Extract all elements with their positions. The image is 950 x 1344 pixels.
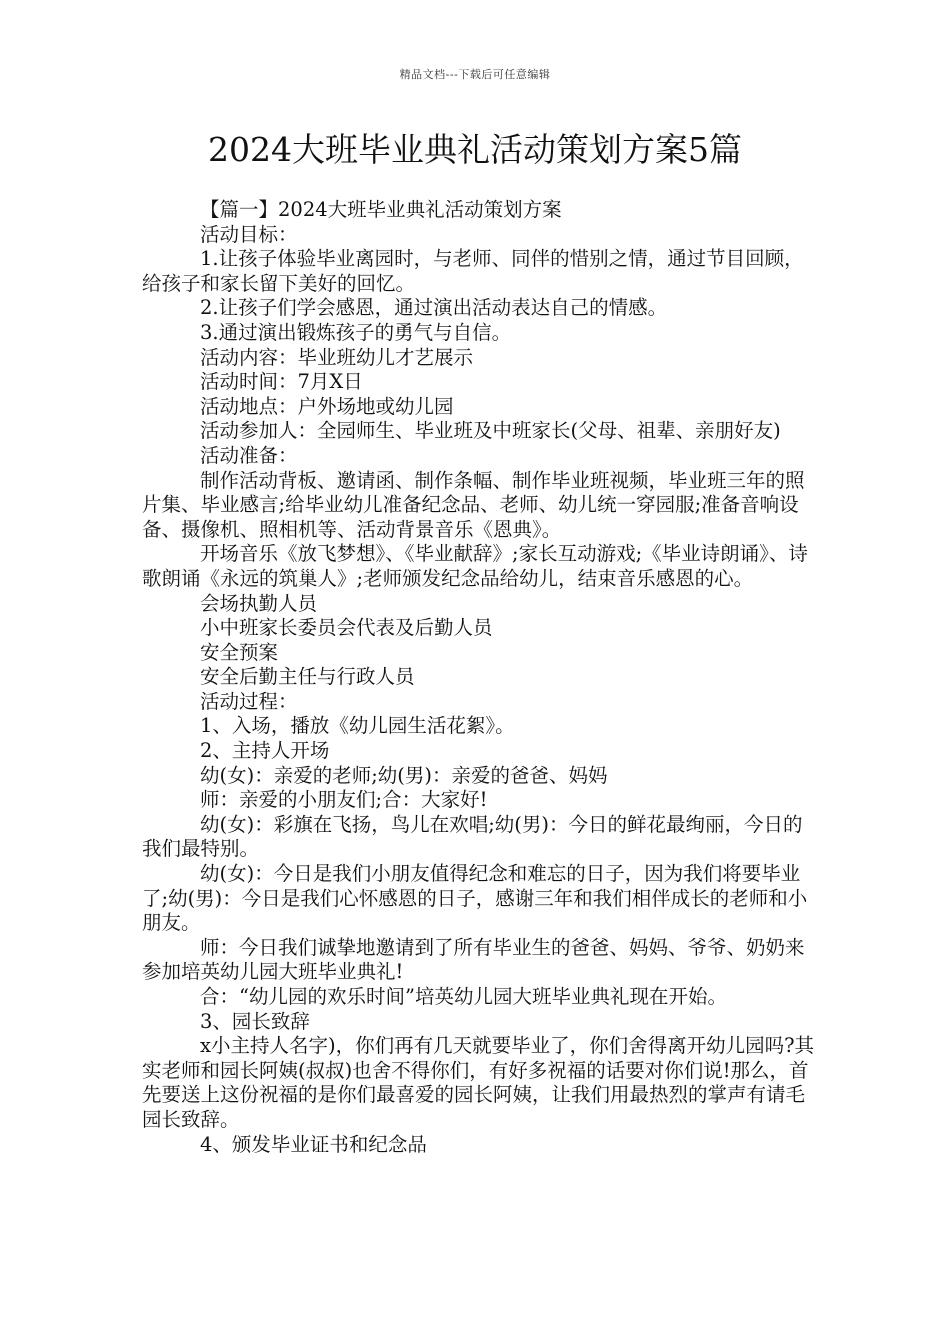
paragraph: 幼(女)：今日是我们小朋友值得纪念和难忘的日子，因为我们将要毕业了;幼(男)：今日是我们心怀感恩的日子，感谢三年和我们相伴成长的老师和小朋友。 [142,862,808,935]
page-header-note: 精品文档---下载后可任意编辑 [399,68,551,81]
paragraph: 3.通过演出锻炼孩子的勇气与自信。 [200,320,512,344]
paragraph: 会场执勤人员 [200,591,318,615]
paragraph: 活动内容：毕业班幼儿才艺展示 [200,345,474,369]
paragraph: 幼(女)：亲爱的老师;幼(男)：亲爱的爸爸、妈妈 [200,763,608,787]
paragraph: 师：亲爱的小朋友们;合：大家好! [200,788,488,812]
paragraph: 小中班家长委员会代表及后勤人员 [200,616,493,640]
paragraph: 3、园长致辞 [200,1009,310,1033]
paragraph: 2.让孩子们学会感恩，通过演出活动表达自己的情感。 [200,296,668,320]
paragraph: 活动过程： [200,689,298,713]
paragraph: 开场音乐《放飞梦想》、《毕业献辞》;家长互动游戏;《毕业诗朗诵》、诗歌朗诵《永远的筑巢人》;老师颁发纪念品给幼儿，结束音乐感恩的心。 [142,542,808,590]
paragraph: 师：今日我们诚挚地邀请到了所有毕业生的爸爸、妈妈、爷爷、奶奶来参加培英幼儿园大班毕业典礼! [142,935,805,984]
paragraph: 活动参加人：全园师生、毕业班及中班家长(父母、祖辈、亲朋好友) [200,419,781,443]
document-body [142,198,818,1157]
section-heading: 【篇一】2024大班毕业典礼活动策划方案 [200,198,562,221]
paragraph: 制作活动背板、邀请函、制作条幅、制作毕业班视频，毕业班三年的照片集、毕业感言;给毕业幼儿准备纪念品、老师、幼儿统一穿园服;准备音响设备、摄像机、照相机等、活动背景音乐《恩典》。 [142,468,805,541]
paragraph: 活动目标： [200,222,298,246]
paragraph: 1.让孩子体验毕业离园时，与老师、同伴的惜别之情，通过节目回顾，给孩子和家长留下美好的回忆。 [142,247,804,295]
paragraph: 合：“幼儿园的欢乐时间”培英幼儿园大班毕业典礼现在开始。 [200,985,727,1008]
paragraph: 安全后勤主任与行政人员 [200,665,415,689]
paragraph: 2、主持人开场 [200,739,330,763]
document-title: 2024大班毕业典礼活动策划方案5篇 [208,130,742,169]
paragraph: 安全预案 [200,640,279,664]
paragraph: 幼(女)：彩旗在飞扬，鸟儿在欢唱;幼(男)：今日的鲜花最绚丽，今日的我们最特别。 [142,812,803,861]
paragraph: 活动地点：户外场地或幼儿园 [200,394,454,418]
paragraph: 活动准备： [200,443,298,467]
paragraph: x小主持人名字)，你们再有几天就要毕业了，你们舍得离开幼儿园吗?其实老师和园长阿姨(叔叔)也舍不得你们，有好多祝福的话要对你们说!那么，首先要送上这份祝福的是你们最喜爱的园长阿姨，让我们用最热烈的掌声有请毛园长致辞。 [142,1034,815,1131]
paragraph: 活动时间：7月X日 [200,370,363,394]
paragraph: 1、入场，播放《幼儿园生活花絮》。 [200,714,515,738]
paragraph: 4、颁发毕业证书和纪念品 [200,1132,427,1156]
